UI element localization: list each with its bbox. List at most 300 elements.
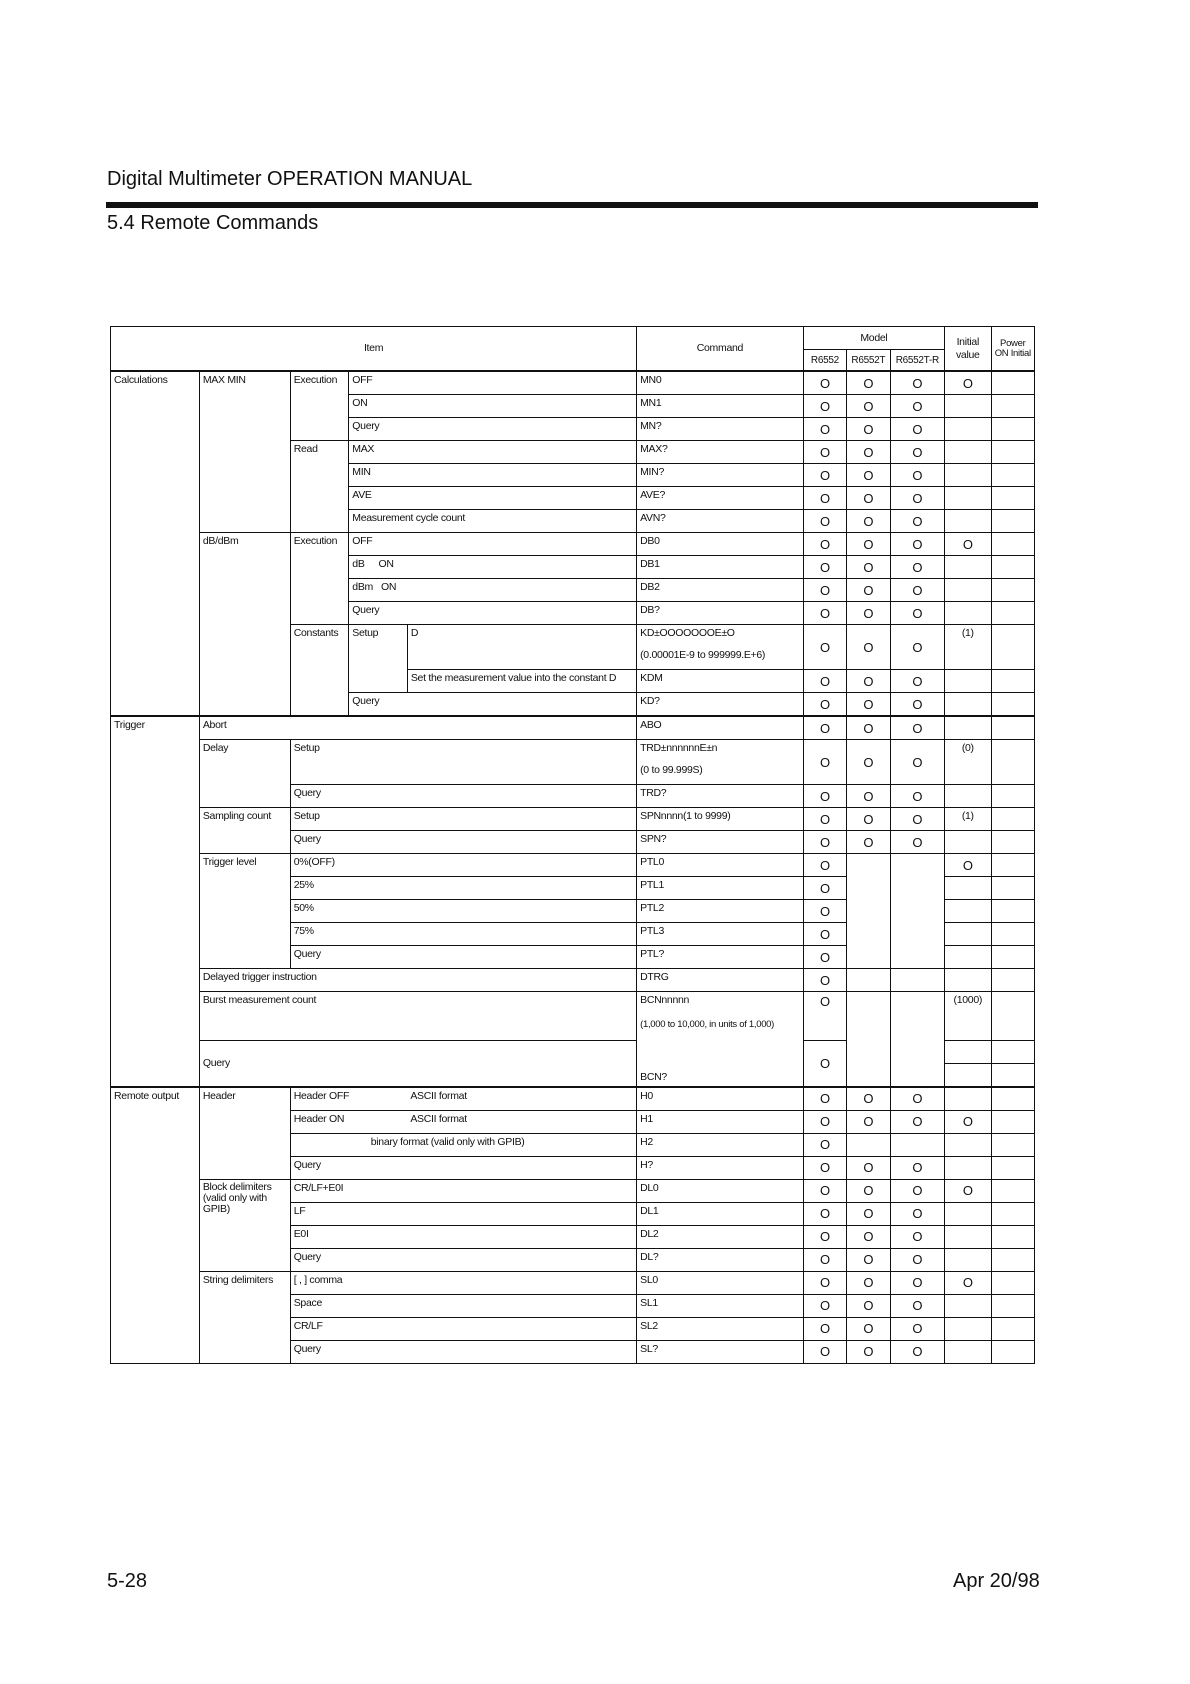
command-cell: PTL0 [637,854,804,877]
command-cell: DL1 [637,1202,804,1225]
support-mark: O [890,1110,945,1133]
support-mark: O [803,854,846,877]
initial-value [945,418,991,441]
command-cell: DL0 [637,1179,804,1202]
support-mark: O [803,693,846,717]
power-on-cell [991,1156,1035,1179]
command-cell: BCNnnnnn [637,992,804,1015]
support-mark: O [847,716,890,740]
command-cell: DB1 [637,556,804,579]
command-cell: PTL2 [637,900,804,923]
group-trigger: Trigger [111,716,200,1087]
command-cell: PTL1 [637,877,804,900]
cell-level-50: 50% [290,900,636,923]
item-delay: Delay [199,740,290,808]
support-mark: O [803,992,846,1041]
remote-commands-table [110,326,1035,1364]
command-cell: SPNnnnn(1 to 9999) [637,808,804,831]
support-mark: O [890,579,945,602]
cell-on: ON [349,395,637,418]
unsupported-cell [847,854,890,877]
support-mark: O [890,1340,945,1363]
initial-value: (0) [945,740,991,785]
command-cell: DL2 [637,1225,804,1248]
support-mark: O [847,418,890,441]
initial-value [945,395,991,418]
on-label: ON [378,558,394,570]
unsupported-cell [890,854,945,877]
power-on-cell [991,785,1035,808]
command-cell: DB? [637,602,804,625]
support-mark: O [803,579,846,602]
support-mark: O [890,602,945,625]
command-cell: BCN? [637,1040,804,1087]
command-cell: PTL3 [637,923,804,946]
support-mark: O [803,1271,846,1294]
initial-value [945,487,991,510]
support-mark: O [847,1202,890,1225]
cell-crlf: CR/LF [290,1317,636,1340]
cell-space: Space [290,1294,636,1317]
cell-max: MAX [349,441,637,464]
support-mark: O [890,1202,945,1225]
support-mark: O [847,785,890,808]
initial-value [945,1202,991,1225]
unsupported-cell [847,969,890,992]
power-on-cell [991,1087,1035,1111]
cell-query: Query [290,1248,636,1271]
cell-header-off: Header OFF [290,1087,407,1111]
power-on-cell [991,992,1035,1041]
initial-value [945,1133,991,1156]
power-on-cell [991,854,1035,877]
item-header: Item [111,327,637,372]
command-cell: KD±OOOOOOOE±O [637,625,804,648]
support-mark: O [803,395,846,418]
initial-value [945,1317,991,1340]
initial-value [945,1040,991,1063]
power-on-cell [991,716,1035,740]
unsupported-cell [847,946,890,969]
support-mark: O [890,1179,945,1202]
cell-query: Query [349,418,637,441]
initial-value [945,785,991,808]
cell-query: Query [199,1040,636,1087]
unsupported-cell [890,900,945,923]
initial-value: O [945,533,991,556]
cell-setup: Setup [349,625,408,693]
support-mark: O [847,1340,890,1363]
power-on-cell [991,602,1035,625]
support-mark: O [847,1156,890,1179]
support-mark: O [803,464,846,487]
support-mark: O [803,740,846,785]
model-r6552t-r: R6552T-R [890,350,945,372]
initial-value: O [945,371,991,395]
support-mark: O [890,1317,945,1340]
cell-header-on: Header ON [290,1110,407,1133]
support-mark: O [890,441,945,464]
support-mark: O [890,693,945,717]
table-row [111,992,1035,1015]
cell-d: D [407,625,636,648]
initial-value: (1) [945,808,991,831]
support-mark: O [803,716,846,740]
support-mark: O [890,808,945,831]
support-mark: O [803,946,846,969]
cell-lf: LF [290,1202,636,1225]
page-number: 5-28 [107,1570,148,1592]
manual-title: Digital Multimeter OPERATION MANUAL [107,168,473,190]
power-on-cell [991,1040,1035,1063]
command-cell: MN? [637,418,804,441]
group-remote-output: Remote output [111,1087,200,1364]
command-cell: MIN? [637,464,804,487]
initial-value [945,1248,991,1271]
table-row [111,808,1035,831]
command-cell: TRD±nnnnnnE±n [637,740,804,763]
initial-value [945,1225,991,1248]
initial-value [945,831,991,854]
support-mark: O [890,464,945,487]
cell-setup: Setup [290,808,636,831]
cell-comma: [ , ] comma [290,1271,636,1294]
command-cell: DB0 [637,533,804,556]
cell-query: Query [349,602,637,625]
support-mark: O [890,533,945,556]
command-range: (0.00001E-9 to 999999.E+6) [637,647,804,670]
support-mark: O [890,1225,945,1248]
support-mark: O [890,510,945,533]
command-cell: MN0 [637,371,804,395]
unsupported-cell [847,1133,890,1156]
section-title: 5.4 Remote Commands [107,212,319,234]
model-header: Model [803,327,944,350]
support-mark: O [803,877,846,900]
support-mark: O [803,556,846,579]
command-range: (0 to 99.999S) [637,762,804,785]
initial-value: O [945,1179,991,1202]
item-block-delimiters: Block delimiters (valid only with GPIB) [199,1179,290,1271]
support-mark: O [890,1271,945,1294]
power-on-cell [991,395,1035,418]
power-on-cell [991,579,1035,602]
support-mark: O [847,556,890,579]
initial-value [945,1087,991,1111]
power-on-cell [991,1248,1035,1271]
support-mark: O [847,1317,890,1340]
initial-value [945,441,991,464]
cell-delayed-trigger: Delayed trigger instruction [199,969,636,992]
initial-value: O [945,854,991,877]
table-row [111,533,1035,556]
power-on-cell [991,969,1035,992]
power-on-cell [991,808,1035,831]
support-mark: O [890,487,945,510]
support-mark: O [847,1248,890,1271]
table-row [111,371,1035,395]
table-row [111,716,1035,740]
support-mark: O [890,785,945,808]
power-on-cell [991,1225,1035,1248]
support-mark: O [803,1340,846,1363]
support-mark: O [890,395,945,418]
cell-measurement-cycle-count: Measurement cycle count [349,510,637,533]
cell-ascii: ASCII format [407,1110,636,1133]
support-mark: O [890,371,945,395]
table-header-row [111,327,1035,350]
unsupported-cell [847,877,890,900]
power-on-cell [991,946,1035,969]
support-mark: O [890,740,945,785]
cell-off: OFF [349,371,637,395]
command-cell: AVE? [637,487,804,510]
power-on-cell [991,625,1035,670]
cell-query: Query [290,1156,636,1179]
cell-query: Query [290,1340,636,1363]
support-mark: O [890,670,945,693]
support-mark: O [890,625,945,670]
power-on-cell [991,831,1035,854]
power-on-cell [991,900,1035,923]
power-on-cell [991,1133,1035,1156]
support-mark: O [890,556,945,579]
initial-value [945,579,991,602]
support-mark: O [803,487,846,510]
cell-level-25: 25% [290,877,636,900]
support-mark: O [803,1040,846,1087]
initial-value [945,969,991,992]
command-cell: KD? [637,693,804,717]
command-cell: SL0 [637,1271,804,1294]
cell-crlf-eoi: CR/LF+E0I [290,1179,636,1202]
support-mark: O [803,831,846,854]
support-mark: O [847,693,890,717]
command-cell: DTRG [637,969,804,992]
item-maxmin: MAX MIN [199,371,290,533]
unsupported-cell [847,992,890,1087]
support-mark: O [847,602,890,625]
power-on-cell [991,441,1035,464]
cell-binary: binary format (valid only with GPIB) [290,1133,636,1156]
support-mark: O [847,1225,890,1248]
model-r6552t: R6552T [847,350,890,372]
support-mark: O [890,1087,945,1111]
support-mark: O [847,579,890,602]
initial-value [945,602,991,625]
support-mark: O [803,602,846,625]
support-mark: O [890,418,945,441]
cell-query: Query [349,693,637,717]
power-on-cell [991,670,1035,693]
support-mark: O [803,371,846,395]
item-read: Read [290,441,349,533]
unsupported-cell [847,900,890,923]
initial-value: O [945,1271,991,1294]
on-label: ON [380,581,397,593]
command-header: Command [637,327,804,372]
initial-value [945,1340,991,1363]
support-mark: O [803,1179,846,1202]
power-on-cell [991,556,1035,579]
power-on-cell [991,464,1035,487]
command-range: (1,000 to 10,000, in units of 1,000) [637,1014,804,1040]
support-mark: O [847,464,890,487]
power-on-cell [991,1340,1035,1363]
support-mark: O [803,625,846,670]
table-row [111,1087,1035,1111]
table-row [111,969,1035,992]
support-mark: O [803,1156,846,1179]
item-execution: Execution [290,533,349,625]
power-on-cell [991,1294,1035,1317]
support-mark: O [847,1294,890,1317]
command-cell: DL? [637,1248,804,1271]
cell-blank [407,647,636,670]
initial-value [945,1294,991,1317]
cell-abort: Abort [199,716,636,740]
power-on-cell [991,1063,1035,1087]
dbm-label: dBm [352,581,373,593]
unsupported-cell [847,923,890,946]
initial-value: (1) [945,625,991,670]
power-on-cell [991,923,1035,946]
support-mark: O [890,1156,945,1179]
support-mark: O [847,395,890,418]
support-mark: O [847,487,890,510]
support-mark: O [803,1202,846,1225]
support-mark: O [803,808,846,831]
support-mark: O [847,1179,890,1202]
group-calculations: Calculations [111,371,200,716]
support-mark: O [803,418,846,441]
support-mark: O [890,716,945,740]
power-on-cell [991,371,1035,395]
item-constants: Constants [290,625,349,717]
item-trigger-level: Trigger level [199,854,290,969]
command-cell: H2 [637,1133,804,1156]
initial-value: O [945,1110,991,1133]
unsupported-cell [890,946,945,969]
item-db-dbm: dB/dBm [199,533,290,717]
item-header: Header [199,1087,290,1180]
initial-value: (1000) [945,992,991,1041]
cell-burst-count: Burst measurement count [199,992,636,1041]
table-row [111,854,1035,877]
support-mark: O [847,808,890,831]
cell-level-0: 0%(OFF) [290,854,636,877]
support-mark: O [847,670,890,693]
cell-set-measurement: Set the measurement value into the constant D [407,670,636,693]
command-cell: MN1 [637,395,804,418]
power-on-cell [991,1271,1035,1294]
initial-value [945,556,991,579]
support-mark: O [847,625,890,670]
support-mark: O [847,510,890,533]
support-mark: O [803,441,846,464]
initial-value [945,716,991,740]
cell-ascii: ASCII format [407,1087,636,1111]
revision-date: Apr 20/98 [953,1570,1040,1592]
support-mark: O [803,1294,846,1317]
command-cell: PTL? [637,946,804,969]
support-mark: O [803,1317,846,1340]
support-mark: O [803,1225,846,1248]
power-on-cell [991,418,1035,441]
power-on-cell [991,693,1035,717]
cell-off: OFF [349,533,637,556]
unsupported-cell [890,923,945,946]
command-cell: ABO [637,716,804,740]
table-row [111,740,1035,763]
cell-ave: AVE [349,487,637,510]
header-rule [106,202,1038,208]
support-mark: O [890,831,945,854]
support-mark: O [847,533,890,556]
support-mark: O [847,371,890,395]
item-string-delimiters: String delimiters [199,1271,290,1363]
initial-value [945,464,991,487]
cell-dbm-on [349,579,637,602]
support-mark: O [803,969,846,992]
support-mark: O [847,441,890,464]
support-mark: O [847,1087,890,1111]
support-mark: O [847,1271,890,1294]
command-cell: H? [637,1156,804,1179]
initial-value [945,510,991,533]
command-cell: TRD? [637,785,804,808]
command-cell: SPN? [637,831,804,854]
command-cell: AVN? [637,510,804,533]
initial-value [945,1063,991,1087]
command-cell: H0 [637,1087,804,1111]
unsupported-cell [890,877,945,900]
db-label: dB [352,558,365,570]
table-row [111,1179,1035,1202]
item-execution: Execution [290,371,349,441]
support-mark: O [847,831,890,854]
command-cell: SL1 [637,1294,804,1317]
command-cell: DB2 [637,579,804,602]
initial-value [945,946,991,969]
power-on-cell [991,1110,1035,1133]
support-mark: O [803,510,846,533]
command-cell: H1 [637,1110,804,1133]
support-mark: O [803,923,846,946]
initial-value [945,877,991,900]
model-r6552: R6552 [803,350,846,372]
cell-setup: Setup [290,740,636,785]
support-mark: O [803,1087,846,1111]
support-mark: O [803,1133,846,1156]
support-mark: O [803,1110,846,1133]
power-on-header: Power ON Initial [991,327,1035,372]
unsupported-cell [890,969,945,992]
cell-query: Query [290,785,636,808]
command-cell: MAX? [637,441,804,464]
cell-eoi: E0I [290,1225,636,1248]
support-mark: O [847,740,890,785]
support-mark: O [803,670,846,693]
cell-query: Query [290,831,636,854]
power-on-cell [991,487,1035,510]
support-mark: O [803,900,846,923]
power-on-cell [991,1179,1035,1202]
power-on-cell [991,1202,1035,1225]
support-mark: O [890,1294,945,1317]
support-mark: O [803,1248,846,1271]
command-cell: KDM [637,670,804,693]
